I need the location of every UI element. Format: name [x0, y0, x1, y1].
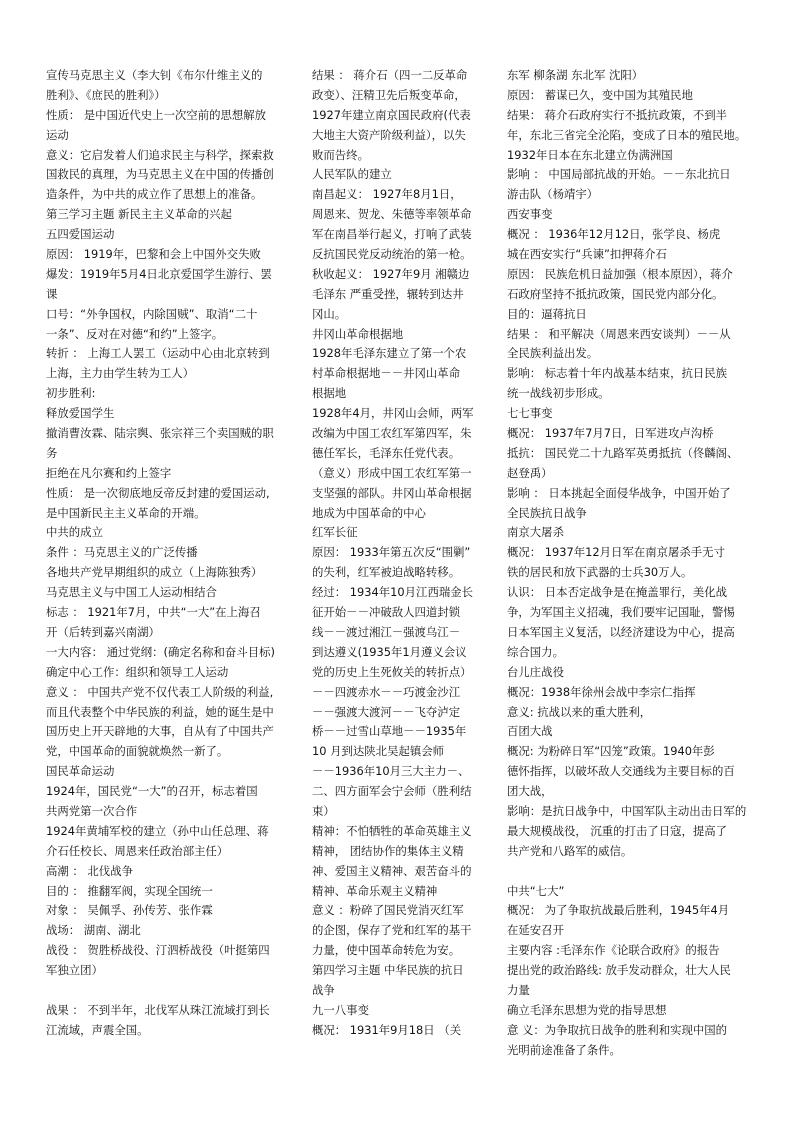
text-line: 结果 ： 和平解决（周恩来西安谈判）－－从	[507, 326, 731, 341]
text-line: 的失利，红军被迫战略转移。	[312, 565, 461, 580]
text-line: 精神、革命乐观主义精神	[312, 883, 438, 898]
blank-line	[46, 981, 286, 1001]
text-line: 务	[46, 445, 58, 460]
text-line: （意义）形成中国工农红军第一	[312, 465, 472, 480]
text-line: 1924年，国民党“一大”的召开，标志着国	[46, 784, 258, 799]
text-line: －－1936年10月三大主力－、	[312, 764, 470, 779]
text-line: 运动	[46, 127, 69, 142]
text-line: 上海，主力由学生转为工人）	[46, 366, 195, 381]
text-line: 线－－渡过湘江－强渡乌江－	[312, 624, 461, 639]
text-line: 台儿庄战役	[507, 664, 564, 679]
text-line: 原因： 民族危机日益加强（根本原因），蒋介	[507, 266, 733, 281]
text-line: 南京大屠杀	[507, 525, 564, 540]
text-line: 德任军长，毛泽东任党代表。	[312, 445, 461, 460]
text-line: 到达遵义(1935年1月遵义会议	[312, 644, 467, 659]
text-line: 马克思主义与中国工人运动相结合	[46, 585, 217, 600]
text-line: 确定中心工作：组织和领导工人运动	[46, 664, 229, 679]
text-line: 意义 ：粉碎了国民党消灭红军	[312, 903, 464, 918]
text-line: 战果 ： 不到半年，北伐军从珠江流域打到长	[46, 1002, 270, 1017]
text-line: 造条件，为中共的成立作了思想上的准备。	[46, 187, 263, 202]
text-line: 1924年黄埔军校的建立（孙中山任总理、蒋	[46, 823, 269, 838]
text-line: 红军长征	[312, 525, 358, 540]
text-line: 1928年毛泽东建立了第一个农	[312, 346, 467, 361]
text-column-right	[507, 66, 753, 1061]
text-line: 提出党的政治路线: 放手发动群众，壮大人民	[507, 963, 731, 978]
text-line: 概况： 1937年12月日军在南京屠杀手无寸	[507, 545, 725, 560]
text-line: 南昌起义： 1927年8月1日，	[312, 187, 462, 202]
text-line: 抵抗： 国民党二十九路军英勇抵抗（佟麟阁、	[507, 445, 739, 460]
text-line: 年，东北三省完全沦陷，变成了日本的殖民地。	[507, 127, 747, 142]
text-line: 共两党第一次合作	[46, 803, 138, 818]
text-line: 五四爱国运动	[46, 227, 115, 242]
text-line: 战争	[312, 982, 335, 997]
text-line: 日本军国主义复活，以经济建设为中心，提高	[507, 624, 735, 639]
text-line: 最大规模战役， 沉重的打击了日寇，提高了	[507, 823, 728, 838]
text-line: 各地共产党早期组织的成立（上海陈独秀）	[46, 565, 263, 580]
text-line: 精神：不怕牺牲的革命英雄主义	[312, 823, 472, 838]
text-line: 村革命根据地－－井冈山革命	[312, 366, 461, 381]
text-line: 结果 ： 蒋介石（四一二反革命	[312, 68, 468, 82]
text-line: 人民军队的建立	[312, 167, 392, 182]
text-line: 全民族利益出发。	[507, 346, 599, 361]
text-line: 主要内容 :毛泽东作《论联合政府》的报告	[507, 943, 720, 958]
text-line: 高潮 ： 北伐战争	[46, 863, 133, 878]
text-line: 精神， 团结协作的集体主义精	[312, 843, 464, 858]
text-line: 二、四方面军会宁会师（胜利结	[312, 784, 472, 799]
text-line: 第三学习主题 新民主主义革命的兴起	[46, 207, 232, 222]
text-line: 介石任校长、周恩来任政治部主任）	[46, 843, 229, 858]
text-line: 性质： 是一次彻底地反帝反封建的爱国运动,	[46, 485, 270, 500]
text-line: 1932年日本在东北建立伪满洲国	[507, 147, 673, 162]
text-line: 而且代表整个中华民族的利益，她的诞生是中	[46, 704, 274, 719]
text-line: 综合国力。	[507, 644, 564, 659]
text-line: 支坚强的部队。井冈山革命根据	[312, 485, 472, 500]
text-line: 石政府坚持不抵抗政策，国民党内部分化。	[507, 286, 724, 301]
text-line: 认识： 日本否定战争是在掩盖罪行，美化战	[507, 585, 728, 600]
text-line: 改编为中国工农红军第四军，朱	[312, 426, 472, 441]
text-line: 目的：逼蒋抗日	[507, 306, 587, 321]
text-line: 1927年建立南京国民政府(代表	[312, 107, 471, 122]
text-line: 共产党和八路军的威信。	[507, 843, 633, 858]
text-line: －－强渡大渡河－－飞夺泸定	[312, 704, 461, 719]
text-line: 原因： 1919年，巴黎和会上中国外交失败	[46, 247, 261, 262]
text-line: 团大战，	[507, 784, 553, 799]
text-line: 原因： 1933年第五次反“围剿”	[312, 545, 471, 560]
text-line: 影响：是抗日战争中，中国军队主动出击日军的	[507, 803, 747, 818]
text-line: 原因： 蓄谋已久，变中国为其殖民地	[507, 87, 693, 102]
text-line: 性质： 是中国近代史上一次空前的思想解放	[46, 107, 267, 122]
text-line: 确立毛泽东思想为党的指导思想	[507, 1002, 667, 1017]
text-line: 征开始－－冲破敌人四道封锁	[312, 605, 461, 620]
text-line: 对象 ： 吴佩孚、孙传芳、张作霖	[46, 903, 213, 918]
text-line: 概况： 1937年7月7日，日军进攻卢沟桥	[507, 426, 714, 441]
text-line: 条件 ：马克思主义的广泛传播	[46, 545, 198, 560]
text-line: 战役 ： 贺胜桥战役、汀泗桥战役（叶挺第四	[46, 943, 270, 958]
text-line: 光明前途准备了条件。	[507, 1042, 621, 1057]
text-line: 中共“七大”	[507, 883, 565, 898]
text-line: 宣传马克思主义（李大钊《布尔什维主义的	[46, 68, 263, 82]
text-line: 意义：它启发着人们追求民主与科学，探索救	[46, 147, 274, 162]
text-line: 概况：1938年徐州会战中李宗仁指挥	[507, 684, 696, 699]
text-line: 的企图，保存了党和红军的基干	[312, 923, 472, 938]
text-line: 目的 ： 推翻军阀，实现全国统一	[46, 883, 213, 898]
text-line: 七七事变	[507, 406, 553, 421]
text-line: 根据地	[312, 386, 347, 401]
text-line: 德怀指挥，以破坏敌人交通线为主要目标的百	[507, 764, 735, 779]
text-line: 周恩来、贺龙、朱德等率领革命	[312, 207, 472, 222]
text-line: 概况 ： 1936年12月12日，张学良、杨虎	[507, 227, 721, 242]
text-line: 力量	[507, 982, 530, 997]
text-line: 政变）、汪精卫先后叛变革命，	[312, 87, 466, 102]
text-line: 在延安召开	[507, 923, 564, 938]
text-line: 冈山。	[312, 306, 347, 321]
text-line: 党的历史上生死攸关的转折点）	[312, 664, 472, 679]
text-line: 力量，使中国革命转危为安。	[312, 943, 461, 958]
text-line: 井冈山革命根据地	[312, 326, 404, 341]
text-line: 影响 ： 日本挑起全面侵华战争，中国开始了	[507, 485, 731, 500]
text-line: 中共的成立	[46, 525, 103, 540]
text-line: 标志 ： 1921年7月，中共“一大”在上海召	[46, 605, 261, 620]
text-line: 战场： 湖南、湖北	[46, 923, 141, 938]
text-line: 释放爱国学生	[46, 406, 115, 421]
text-line: 桥－－过雪山草地－－1935年	[312, 724, 467, 739]
text-line: 影响： 标志着十年内战基本结束，抗日民族	[507, 366, 728, 381]
text-line: 争，为军国主义招魂，我们要牢记国耻，警惕	[507, 605, 735, 620]
text-line: 拒绝在凡尔赛和约上签字	[46, 465, 172, 480]
text-line: 一大内容： 通过党纲：(确定名称和奋斗目标)	[46, 644, 275, 659]
text-line: 百团大战	[507, 724, 553, 739]
text-line: 秋收起义： 1927年9月 湘赣边	[312, 266, 470, 281]
text-line: 国民革命运动	[46, 764, 115, 779]
text-line: 意 义：为争取抗日战争的胜利和实现中国的	[507, 1022, 728, 1037]
text-line: 败而告终。	[312, 147, 369, 162]
text-column-left	[46, 66, 286, 1041]
text-line: 毛泽东 严重受挫，辗转到达井	[312, 286, 464, 301]
text-line: 结果： 蒋介石政府实行不抵抗政策，不到半	[507, 107, 728, 122]
text-column-middle	[312, 66, 492, 1041]
text-line: 意义 ： 中国共产党不仅代表工人阶级的利益,	[46, 684, 274, 699]
text-line: 爆发：1919年5月4日北京爱国学生游行、罢	[46, 266, 272, 281]
text-line: 转折 ： 上海工人罢工（运动中心由北京转到	[46, 346, 270, 361]
text-line: 开（后转到嘉兴南湖）	[46, 624, 160, 639]
text-line: 束）	[312, 803, 335, 818]
text-line: 课	[46, 286, 58, 301]
text-line: 军在南昌举行起义，打响了武装	[312, 227, 472, 242]
text-line: 神、爱国主义精神、艰苦奋斗的	[312, 863, 472, 878]
text-line: 意义: 抗战以来的重大胜利，	[507, 704, 652, 719]
text-line: 党，中国革命的面貌就焕然一新了。	[46, 744, 229, 759]
text-line: 反抗国民党反动统治的第一枪。	[312, 247, 472, 262]
text-line: 统一战线初步形成。	[507, 386, 610, 401]
text-line: 口号：“外争国权，内除国贼”、取消“二十	[46, 306, 258, 321]
text-line: 地成为中国革命的中心	[312, 505, 426, 520]
text-line: 西安事变	[507, 207, 553, 222]
blank-line	[507, 862, 753, 882]
text-line: 铁的居民和放下武器的士兵30万人。	[507, 565, 693, 580]
text-line: 城在西安实行“兵谏”扣押蒋介石	[507, 247, 667, 262]
text-line: 撤消曹汝霖、陆宗舆、张宗祥三个卖国贼的职	[46, 426, 274, 441]
text-line: 10 月到达陕北吴起镇会师	[312, 744, 445, 759]
text-line: 九一八事变	[312, 1002, 369, 1017]
text-line: －－四渡赤水－－巧渡金沙江	[312, 684, 461, 699]
text-line: 1928年4月，井冈山会师，两军	[312, 406, 474, 421]
text-line: 初步胜利:	[46, 386, 96, 401]
text-line: 大地主大资产阶级利益），以失	[312, 127, 466, 142]
text-line: 概况： 1931年9月18日 （关	[312, 1022, 462, 1037]
text-line: 江流域，声震全国。	[46, 1022, 149, 1037]
text-line: 是中国新民主主义革命的开端。	[46, 505, 206, 520]
text-line: 概况： 为了争取抗战最后胜利，1945年4月	[507, 903, 730, 918]
text-line: 概况: 为粉碎日军“囚笼”政策。1940年彭	[507, 744, 715, 759]
text-line: 第四学习主题 中华民族的抗日	[312, 963, 464, 978]
text-line: 国历史上开天辟地的大事，自从有了中国共产	[46, 724, 274, 739]
text-line: 东军 柳条湖 东北军 沈阳）	[507, 68, 644, 82]
text-line: 军独立团）	[46, 963, 103, 978]
text-line: 影响 ： 中国局部抗战的开始。－－东北抗日	[507, 167, 731, 182]
text-line: 国救民的真理，为马克思主义在中国的传播创	[46, 167, 274, 182]
text-line: 一条”、反对在对德“和约”上签字。	[46, 326, 224, 341]
text-line: 经过： 1934年10月江西瑞金长	[312, 585, 474, 600]
text-line: 游击队（杨靖宇）	[507, 187, 599, 202]
text-line: 赵登禹）	[507, 465, 553, 480]
text-line: 全民族抗日战争	[507, 505, 587, 520]
text-line: 胜利》、《庶民的胜利》）	[46, 87, 166, 102]
